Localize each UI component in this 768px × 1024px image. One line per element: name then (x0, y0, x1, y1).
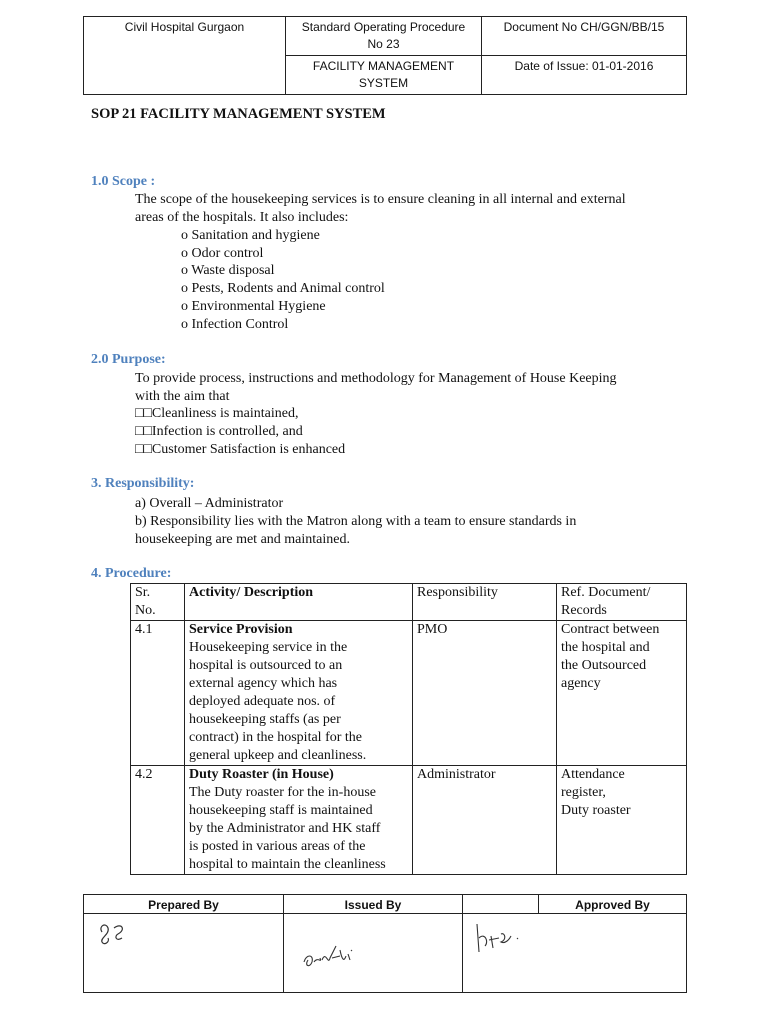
document-title: SOP 21 FACILITY MANAGEMENT SYSTEM (91, 106, 386, 122)
approved-by-signature (463, 914, 687, 993)
signature-prepared (96, 920, 136, 950)
scope-item: o Odor control (181, 246, 264, 261)
signoff-table (83, 894, 687, 993)
date-of-issue: Date of Issue: 01-01-2016 (482, 56, 687, 95)
responsibility-line-b2: housekeeping are met and maintained. (135, 532, 350, 547)
approved-spacer (463, 895, 539, 914)
scope-text-line1: The scope of the housekeeping services is to ensure cleaning in all internal and external (135, 192, 626, 207)
purpose-item: □□Infection is controlled, and (135, 424, 303, 439)
row-ref-document: Attendance register, Duty roaster (557, 766, 687, 875)
row-sr: 4.2 (131, 766, 185, 875)
approved-by-label: Approved By (539, 895, 687, 914)
signature-approved (471, 918, 551, 958)
row-responsibility: PMO (413, 621, 557, 766)
prepared-by-label: Prepared By (84, 895, 284, 914)
col-ref-document: Ref. Document/ Records (557, 584, 687, 621)
scope-item: o Infection Control (181, 317, 289, 332)
purpose-text-line2: with the aim that (135, 389, 230, 404)
scope-item: o Sanitation and hygiene (181, 228, 320, 243)
issued-by-signature (284, 914, 463, 993)
col-activity: Activity/ Description (185, 584, 413, 621)
procedure-table (130, 583, 687, 875)
scope-item: o Pests, Rodents and Animal control (181, 281, 385, 296)
document-number: Document No CH/GGN/BB/15 (482, 17, 687, 56)
hospital-name: Civil Hospital Gurgaon (84, 17, 286, 95)
sop-subtitle: FACILITY MANAGEMENT SYSTEM (286, 56, 482, 95)
purpose-heading: 2.0 Purpose: (91, 352, 166, 367)
scope-text-line2: areas of the hospitals. It also includes: (135, 210, 349, 225)
purpose-item: □□Customer Satisfaction is enhanced (135, 442, 346, 457)
prepared-by-signature (84, 914, 284, 993)
document-header (83, 16, 687, 95)
row-ref-document: Contract between the hospital and the Outsourced agency (557, 621, 687, 766)
sop-title: Standard Operating Procedure No 23 (286, 17, 482, 56)
responsibility-line-a: a) Overall – Administrator (135, 496, 284, 511)
table-row (131, 621, 687, 766)
scope-item: o Waste disposal (181, 263, 275, 278)
col-responsibility: Responsibility (413, 584, 557, 621)
table-header-row (131, 584, 687, 621)
signature-issued (300, 936, 370, 976)
scope-item: o Environmental Hygiene (181, 299, 326, 314)
procedure-heading: 4. Procedure: (91, 566, 172, 581)
col-sr-no: Sr. No. (131, 584, 185, 621)
responsibility-line-b1: b) Responsibility lies with the Matron along with a team to ensure standards in (135, 514, 577, 529)
row-activity: Duty Roaster (in House) The Duty roaster for the in-house housekeeping staff is maintained by the Administrator and HK staff is posted in various areas of the hospital to maintain the cleanliness (185, 766, 413, 875)
row-responsibility: Administrator (413, 766, 557, 875)
issued-by-label: Issued By (284, 895, 463, 914)
row-sr: 4.1 (131, 621, 185, 766)
row-activity: Service Provision Housekeeping service in the hospital is outsourced to an external agency which has deployed adequate nos. of housekeeping staffs (as per contract) in the hospital for the general upkeep and cleanliness. (185, 621, 413, 766)
purpose-item: □□Cleanliness is maintained, (135, 406, 299, 421)
table-row (131, 766, 687, 875)
responsibility-heading: 3. Responsibility: (91, 476, 195, 491)
scope-heading: 1.0 Scope : (91, 174, 156, 189)
purpose-text-line1: To provide process, instructions and methodology for Management of House Keeping (135, 371, 617, 386)
